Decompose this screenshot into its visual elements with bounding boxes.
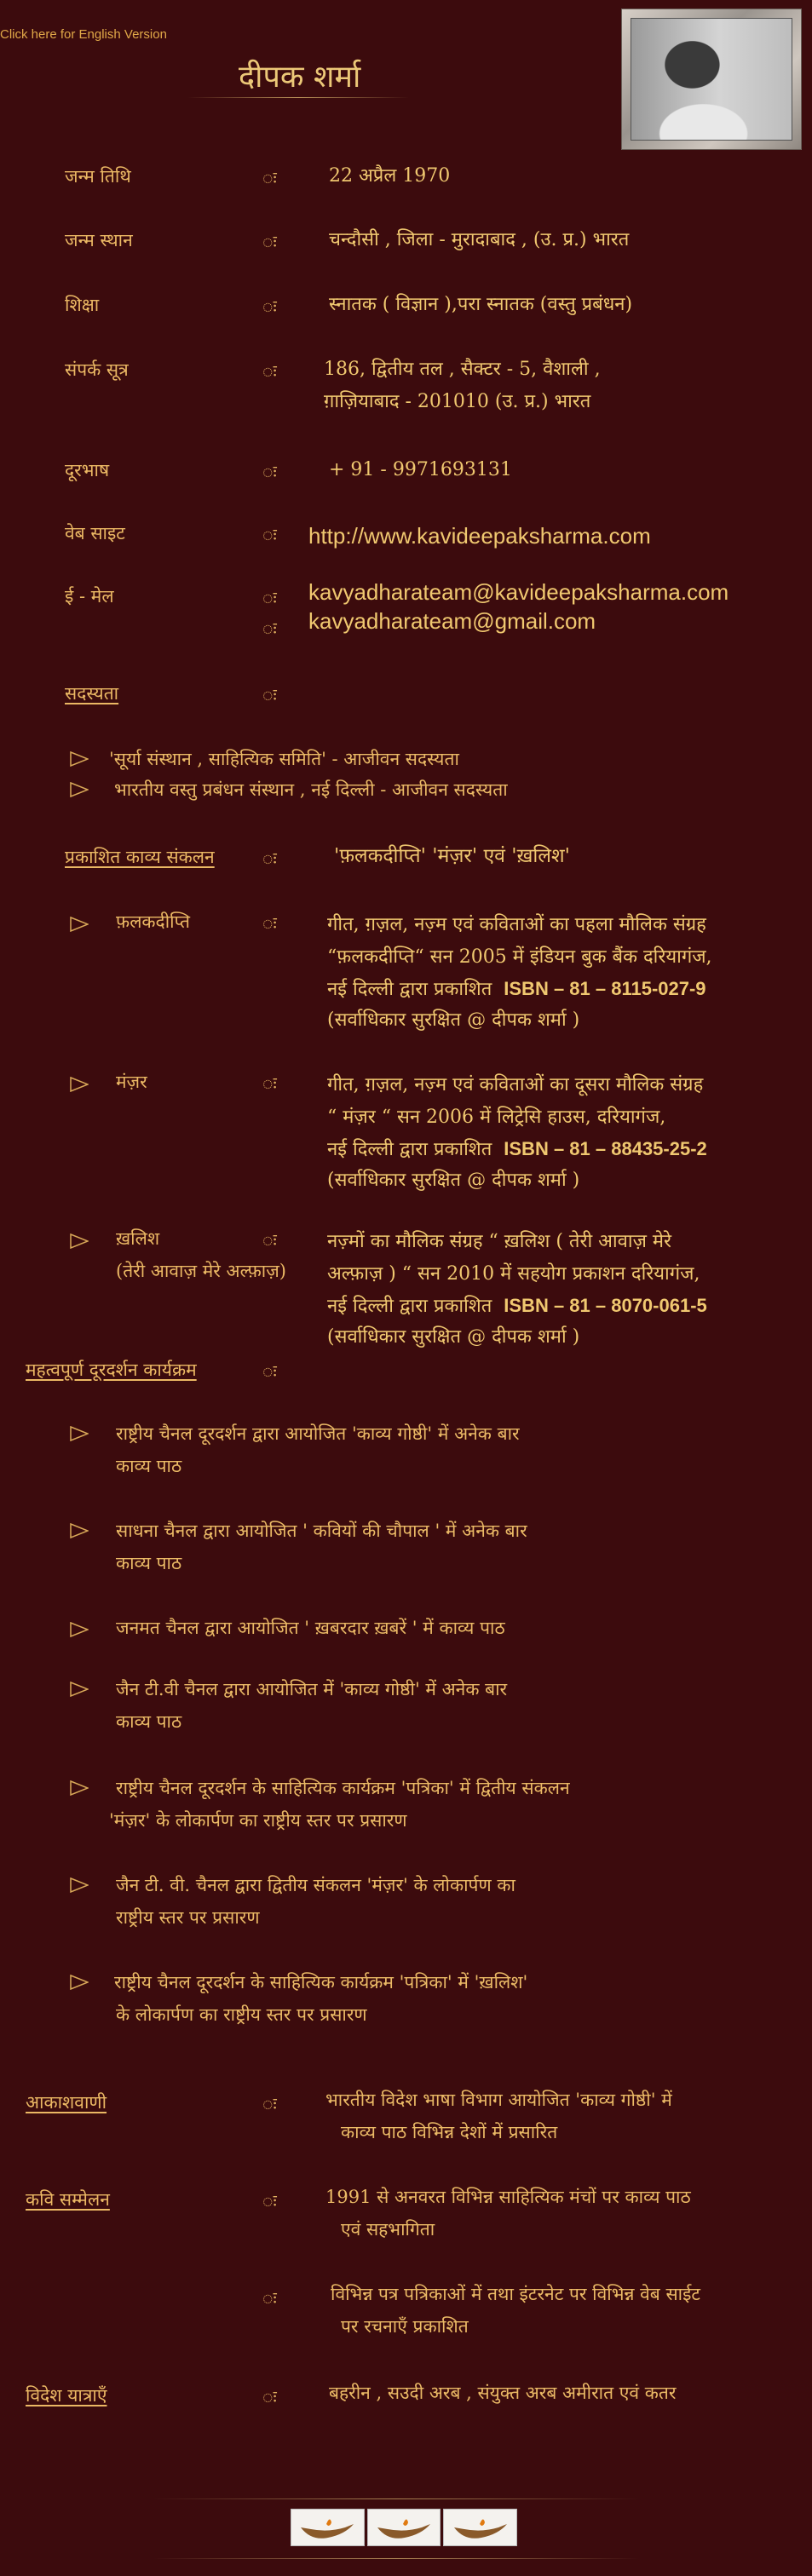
contact-line-2: ग़ाज़ियाबाद - 201010 (उ. प्र.) भारत bbox=[324, 391, 591, 412]
publication-isbn: ISBN – 81 – 88435-25-2 bbox=[504, 1138, 707, 1159]
sammelan-line: एवं सहभागिता bbox=[341, 2219, 435, 2240]
publication-name: फ़लकदीप्ति bbox=[116, 911, 191, 932]
publication-line: गीत, ग़ज़ल, नज़्म एवं कविताओं का पहला मौलिक संग्रह bbox=[327, 914, 706, 935]
footer-divider bbox=[153, 2558, 639, 2559]
triangle-outline-icon bbox=[70, 1077, 89, 1092]
dob-label: जन्म तिथि bbox=[65, 166, 131, 187]
publication-copyright: (सर्वाधिकार सुरक्षित @ दीपक शर्मा ) bbox=[327, 1170, 580, 1191]
education-value: स्नातक ( विज्ञान ),परा स्नातक (वस्तु प्रबंधन) bbox=[329, 294, 633, 315]
english-version-link[interactable]: Click here for English Version bbox=[0, 27, 167, 42]
publication-publisher: नई दिल्ली द्वारा प्रकाशित bbox=[327, 979, 492, 1000]
colon: ः bbox=[262, 1361, 277, 1382]
tv-item: साधना चैनल द्वारा आयोजित ' कवियों की चौपाल ' में अनेक बार bbox=[116, 1521, 527, 1541]
triangle-outline-icon bbox=[70, 1523, 89, 1538]
colon: ः bbox=[262, 1073, 277, 1094]
sammelan-line: 1991 से अनवरत विभिन्न साहित्यिक मंचों पर काव्य पाठ bbox=[325, 2187, 691, 2207]
membership-item: भारतीय वस्तु प्रबंधन संस्थान , नई दिल्ली - आजीवन सदस्यता bbox=[114, 779, 508, 800]
colon: ः bbox=[262, 2288, 277, 2309]
triangle-outline-icon bbox=[70, 1233, 89, 1249]
tv-item: राष्ट्रीय चैनल दूरदर्शन के साहित्यिक कार्यक्रम 'पत्रिका' में द्वितीय संकलन bbox=[116, 1778, 570, 1798]
publications-label: प्रकाशित काव्य संकलन bbox=[65, 847, 215, 867]
tv-item: राष्ट्रीय चैनल दूरदर्शन के साहित्यिक कार्यक्रम 'पत्रिका' में 'ख़लिश' bbox=[114, 1972, 528, 1992]
contact-line-1: 186, द्वितीय तल , सैक्टर - 5, वैशाली , bbox=[324, 359, 601, 380]
publication-copyright: (सर्वाधिकार सुरक्षित @ दीपक शर्मा ) bbox=[327, 1326, 580, 1348]
diya-strip bbox=[291, 2509, 517, 2546]
sammelan-line: विभिन्न पत्र पत्रिकाओं में तथा इंटरनेट पर विभिन्न वेब साईट bbox=[331, 2284, 700, 2304]
colon: ः bbox=[262, 2387, 277, 2407]
colon: ः bbox=[262, 588, 277, 608]
tv-item: राष्ट्रीय चैनल दूरदर्शन द्वारा आयोजित 'काव्य गोष्ठी' में अनेक बार bbox=[116, 1423, 520, 1444]
tv-item: जैन टी. वी. चैनल द्वारा द्वितीय संकलन 'मंज़र' के लोकार्पण का bbox=[116, 1875, 515, 1895]
colon: ः bbox=[262, 232, 277, 252]
tv-item: काव्य पाठ bbox=[116, 1711, 182, 1732]
publication-line bbox=[327, 1290, 707, 1323]
publication-line: अल्फ़ाज़ ) “ सन 2010 में सहयोग प्रकाशन दरियागंज, bbox=[327, 1263, 700, 1285]
birthplace-value: चन्दौसी , जिला - मुरादाबाद , (उ. प्र.) भारत bbox=[329, 229, 630, 250]
publication-line: गीत, ग़ज़ल, नज़्म एवं कविताओं का दूसरा मौलिक संग्रह bbox=[327, 1074, 704, 1095]
diya-lamp-icon bbox=[367, 2509, 441, 2546]
publication-line bbox=[327, 973, 706, 1006]
profile-photo bbox=[631, 18, 792, 141]
colon: ः bbox=[262, 168, 277, 188]
triangle-outline-icon bbox=[70, 917, 89, 932]
publication-name: ख़लिश bbox=[116, 1228, 160, 1249]
publication-name: मंज़र bbox=[116, 1072, 147, 1092]
email-link-1[interactable]: kavyadharateam@kavideepaksharma.com bbox=[308, 579, 729, 605]
colon: ः bbox=[262, 685, 277, 705]
contact-label: संपर्क सूत्र bbox=[65, 359, 129, 380]
triangle-outline-icon bbox=[70, 1426, 89, 1441]
colon: ः bbox=[262, 525, 277, 545]
membership-label: सदस्यता bbox=[65, 683, 119, 704]
publication-publisher: नई दिल्ली द्वारा प्रकाशित bbox=[327, 1296, 492, 1317]
tv-item: जनमत चैनल द्वारा आयोजित ' ख़बरदार ख़बरें ' में काव्य पाठ bbox=[116, 1618, 505, 1638]
tv-item: काव्य पाठ bbox=[116, 1456, 182, 1476]
profile-photo-frame bbox=[621, 9, 802, 150]
membership-item: 'सूर्या संस्थान , साहित्यिक समिति' - आजीवन सदस्यता bbox=[109, 749, 459, 769]
diya-lamp-icon bbox=[291, 2509, 365, 2546]
website-link[interactable]: http://www.kavideepaksharma.com bbox=[308, 523, 651, 549]
triangle-outline-icon bbox=[70, 751, 89, 767]
title-divider bbox=[187, 97, 409, 98]
publication-isbn: ISBN – 81 – 8070-061-5 bbox=[504, 1295, 707, 1316]
triangle-outline-icon bbox=[70, 1975, 89, 1990]
publication-publisher: नई दिल्ली द्वारा प्रकाशित bbox=[327, 1139, 492, 1160]
tv-item: के लोकार्पण का राष्ट्रीय स्तर पर प्रसारण bbox=[116, 2004, 367, 2025]
colon: ः bbox=[262, 462, 277, 482]
triangle-outline-icon bbox=[70, 782, 89, 797]
colon: ः bbox=[262, 296, 277, 317]
birthplace-label: जन्म स्थान bbox=[65, 230, 133, 250]
publication-copyright: (सर्वाधिकार सुरक्षित @ दीपक शर्मा ) bbox=[327, 1009, 580, 1031]
radio-line: भारतीय विदेश भाषा विभाग आयोजित 'काव्य गोष्ठी' में bbox=[325, 2090, 672, 2110]
publication-line: नज़्मों का मौलिक संग्रह “ ख़लिश ( तेरी आवाज़ मेरे bbox=[327, 1231, 672, 1252]
email-link-2[interactable]: kavyadharateam@gmail.com bbox=[308, 608, 596, 634]
dob-value: 22 अप्रैल 1970 bbox=[329, 165, 451, 187]
tv-item: 'मंज़र' के लोकार्पण का राष्ट्रीय स्तर पर प्रसारण bbox=[109, 1810, 407, 1831]
phone-label: दूरभाष bbox=[65, 460, 110, 480]
diya-lamp-icon bbox=[443, 2509, 517, 2546]
colon: ः bbox=[262, 2094, 277, 2114]
radio-line: काव्य पाठ विभिन्न देशों में प्रसारित bbox=[341, 2122, 558, 2142]
triangle-outline-icon bbox=[70, 1682, 89, 1697]
tv-item: राष्ट्रीय स्तर पर प्रसारण bbox=[116, 1907, 260, 1928]
sammelan-line: पर रचनाएँ प्रकाशित bbox=[341, 2316, 469, 2337]
tv-item: जैन टी.वी चैनल द्वारा आयोजित में 'काव्य गोष्ठी' में अनेक बार bbox=[116, 1679, 508, 1699]
publication-line: “फ़लकदीप्ति“ सन 2005 में इंडियन बुक बैंक दरियागंज, bbox=[327, 946, 712, 968]
publications-titles: 'फ़लकदीप्ति' 'मंज़र' एवं 'ख़लिश' bbox=[334, 845, 570, 867]
travel-value: बहरीन , सउदी अरब , संयुक्त अरब अमीरात एवं कतर bbox=[329, 2383, 677, 2403]
page-title: दीपक शर्मा bbox=[239, 60, 361, 95]
phone-value[interactable]: + 91 - 9971693131 bbox=[329, 459, 512, 480]
sammelan-label: कवि सम्मेलन bbox=[26, 2189, 110, 2210]
colon: ः bbox=[262, 2191, 277, 2211]
footer-divider bbox=[153, 2498, 639, 2499]
colon: ः bbox=[262, 618, 277, 639]
radio-label: आकाशवाणी bbox=[26, 2092, 107, 2113]
colon: ः bbox=[262, 361, 277, 382]
education-label: शिक्षा bbox=[65, 295, 100, 315]
triangle-outline-icon bbox=[70, 1622, 89, 1637]
website-label: वेब साइट bbox=[65, 523, 125, 543]
colon: ः bbox=[262, 848, 277, 869]
travel-label: विदेश यात्राएँ bbox=[26, 2385, 107, 2406]
colon: ः bbox=[262, 1230, 277, 1251]
triangle-outline-icon bbox=[70, 1877, 89, 1893]
publication-line: “ मंज़र “ सन 2006 में लिट्रेसि हाउस, दरियागंज, bbox=[327, 1107, 666, 1128]
colon: ः bbox=[262, 913, 277, 934]
triangle-outline-icon bbox=[70, 1780, 89, 1796]
tv-item: काव्य पाठ bbox=[116, 1553, 182, 1573]
publication-isbn: ISBN – 81 – 8115-027-9 bbox=[504, 978, 706, 999]
publication-subtitle: (तेरी आवाज़ मेरे अल्फ़ाज़) bbox=[116, 1261, 286, 1281]
publication-line bbox=[327, 1133, 707, 1166]
tv-programs-label: महत्वपूर्ण दूरदर्शन कार्यक्रम bbox=[26, 1360, 197, 1380]
email-label: ई - मेल bbox=[65, 586, 114, 607]
